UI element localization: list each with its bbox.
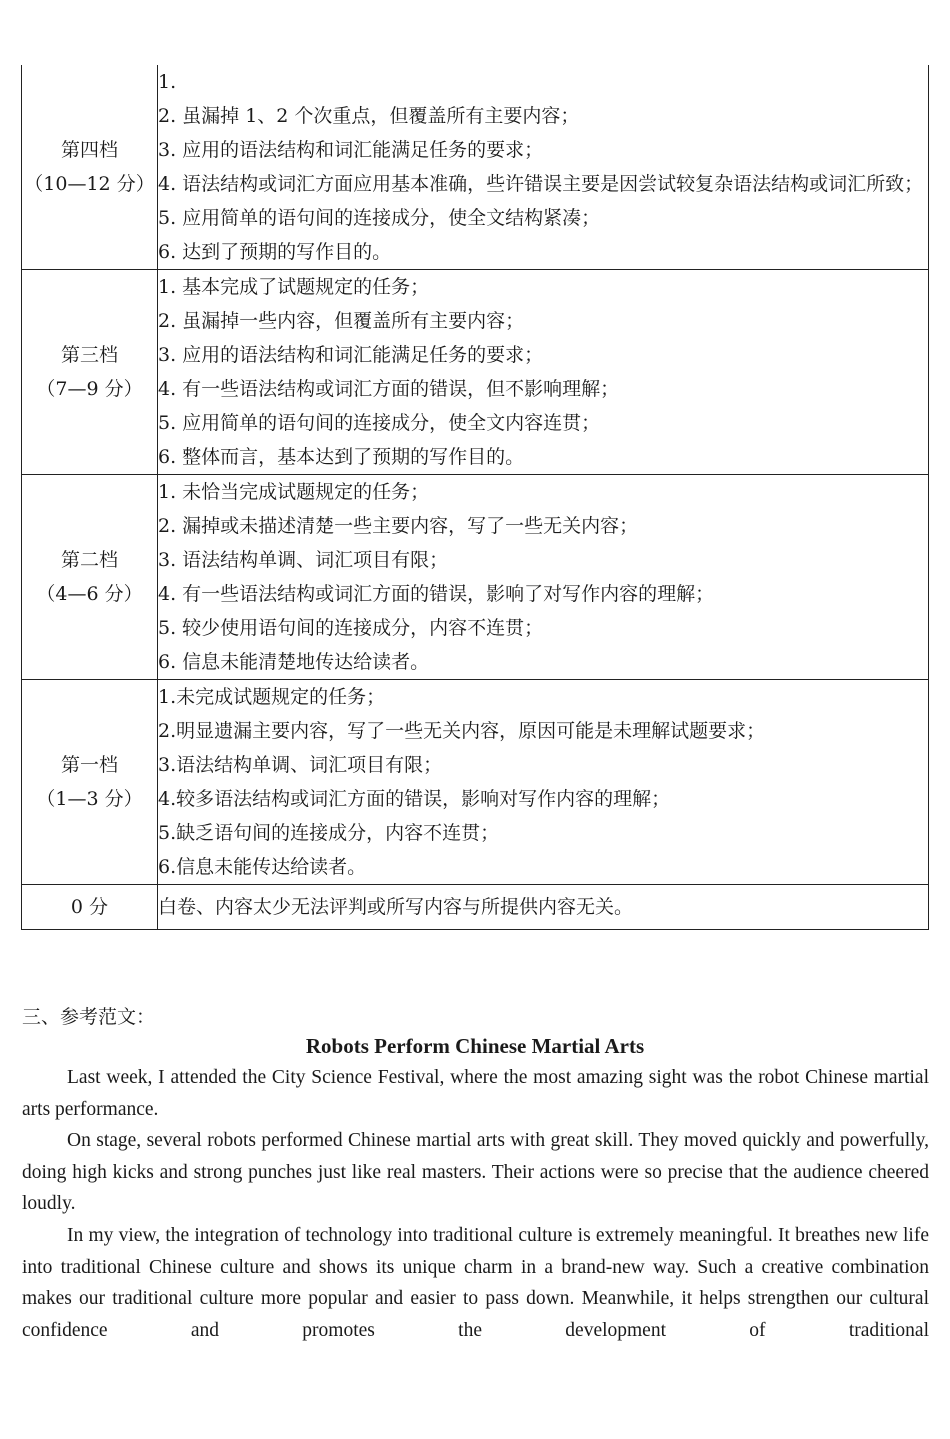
- criteria-cell: [158, 475, 929, 680]
- criteria-item: 白卷、内容太少无法评判或所写内容与所提供内容无关。: [158, 896, 634, 918]
- level-range: （1—3 分）: [36, 788, 143, 810]
- criteria-cell: [158, 885, 929, 930]
- criteria-item: 1.未完成试题规定的任务；: [158, 686, 386, 708]
- criteria-item: 5.缺乏语句间的连接成分，内容不连贯；: [158, 822, 500, 844]
- essay-paragraph: In my view, the integration of technology into traditional culture is extremely meaningful. It breathes new life into traditional Chinese culture and shows its unique charm in a brand-new way. Such a creative combination makes our traditional culture more popular and easier to pass down. Meanwhile, it helps strengthen our cultural confidence and promotes the development of traditional: [22, 1224, 929, 1341]
- criteria-item: 5. 应用简单的语句间的连接成分，使全文结构紧凑；: [158, 207, 601, 229]
- level-cell: [22, 270, 158, 475]
- scoring-rubric-table: [21, 65, 929, 930]
- criteria-item: 4. 语法结构或词汇方面应用基本准确，些许错误主要是因尝试较复杂语法结构或词汇所致；: [158, 173, 924, 195]
- criteria-cell: [158, 65, 929, 270]
- criteria-item: 5. 较少使用语句间的连接成分，内容不连贯；: [158, 617, 544, 639]
- criteria-item: 3. 语法结构单调、词汇项目有限；: [158, 549, 449, 571]
- criteria-item: 1. 未恰当完成试题规定的任务；: [158, 481, 430, 503]
- criteria-cell: [158, 270, 929, 475]
- criteria-item: 3. 应用的语法结构和词汇能满足任务的要求；: [158, 139, 544, 161]
- criteria-item: 4. 有一些语法结构或词汇方面的错误，影响了对写作内容的理解；: [158, 583, 715, 605]
- essay-paragraph: Last week, I attended the City Science Festival, where the most amazing sight was the robot Chinese martial arts performance.: [22, 1067, 929, 1120]
- criteria-item: 3. 应用的语法结构和词汇能满足任务的要求；: [158, 344, 544, 366]
- criteria-item: 2. 虽漏掉一些内容，但覆盖所有主要内容；: [158, 310, 525, 332]
- criteria-cell: [158, 680, 929, 885]
- rubric-row-level-2: [22, 475, 929, 680]
- criteria-item: 1.: [158, 71, 177, 93]
- essay-paragraph: On stage, several robots performed Chinese martial arts with great skill. They moved quickly and powerfully, doing high kicks and strong punches just like real masters. Their actions were so precise that the audience cheered loudly.: [22, 1130, 929, 1215]
- section-heading: 三、参考范文：: [22, 1006, 156, 1028]
- level-name: 0 分: [70, 896, 109, 918]
- criteria-item: 4. 有一些语法结构或词汇方面的错误，但不影响理解；: [158, 378, 620, 400]
- rubric-row-level-3: [22, 270, 929, 475]
- rubric-row-zero: [22, 885, 929, 930]
- level-range: （7—9 分）: [36, 378, 143, 400]
- essay-body: [22, 1062, 929, 1346]
- level-cell: [22, 885, 158, 930]
- criteria-item: 4.较多语法结构或词汇方面的错误，影响对写作内容的理解；: [158, 788, 671, 810]
- level-cell: [22, 680, 158, 885]
- criteria-item: 6.信息未能传达给读者。: [158, 856, 367, 878]
- criteria-item: 1. 基本完成了试题规定的任务；: [158, 276, 430, 298]
- rubric-row-level-1: [22, 680, 929, 885]
- criteria-item: 2. 漏掉或未描述清楚一些主要内容，写了一些无关内容；: [158, 515, 639, 537]
- level-name: 第一档: [60, 754, 118, 776]
- level-cell: [22, 475, 158, 680]
- criteria-item: 6. 整体而言，基本达到了预期的写作目的。: [158, 446, 525, 468]
- criteria-item: 5. 应用简单的语句间的连接成分，使全文内容连贯；: [158, 412, 601, 434]
- criteria-item: 3.语法结构单调、词汇项目有限；: [158, 754, 443, 776]
- level-name: 第四档: [60, 139, 118, 161]
- level-range: （10—12 分）: [24, 173, 155, 195]
- level-cell: [22, 65, 158, 270]
- level-name: 第二档: [60, 549, 118, 571]
- criteria-item: 2. 虽漏掉 1、2 个次重点，但覆盖所有主要内容；: [158, 105, 580, 127]
- level-range: （4—6 分）: [36, 583, 143, 605]
- criteria-item: 6. 信息未能清楚地传达给读者。: [158, 651, 430, 673]
- criteria-item: 6. 达到了预期的写作目的。: [158, 241, 392, 263]
- rubric-row-level-4: [22, 65, 929, 270]
- essay-title: Robots Perform Chinese Martial Arts: [305, 1034, 645, 1058]
- criteria-item: 2.明显遗漏主要内容，写了一些无关内容，原因可能是未理解试题要求；: [158, 720, 766, 742]
- level-name: 第三档: [60, 344, 118, 366]
